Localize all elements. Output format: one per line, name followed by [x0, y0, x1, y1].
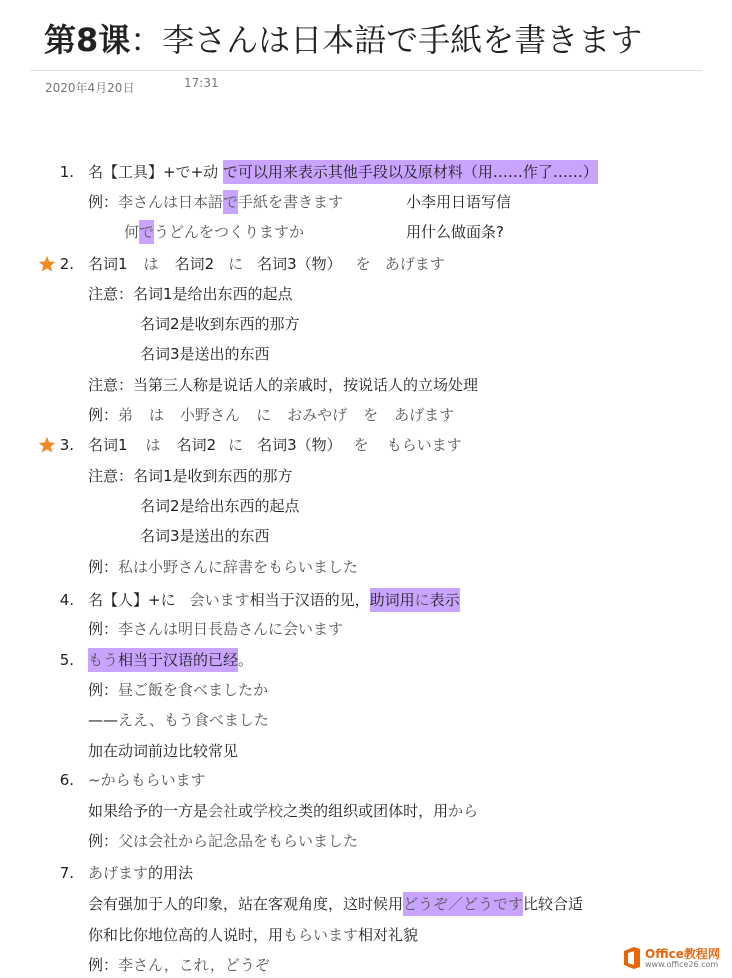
- title-lesson-number: 第8课: [44, 21, 131, 59]
- example-line: 例：昼ご飯を食べましたか: [88, 681, 269, 699]
- watermark-url: www.office26.com: [645, 960, 719, 969]
- note-line: 会有强加于人的印象，站在客观角度，这时候用どうぞ／どうです比较合适: [88, 891, 583, 917]
- example-line: 例：父は会社から記念品をもらいました: [88, 832, 359, 850]
- watermark-name: Office教程网: [645, 947, 720, 961]
- list-item-7: あげます的用法: [88, 864, 194, 882]
- highlight: で: [139, 220, 154, 244]
- note-line: 注意：名词1是收到东西的那方: [88, 467, 293, 485]
- note-line: 你和比你地位高的人说时，用もらいます相对礼貌: [88, 926, 419, 944]
- example-line: ——ええ、もう食べました: [88, 711, 269, 729]
- list-number-5: 5.: [59, 651, 74, 669]
- note-line: 如果给予的一方是会社或学校之类的组织或团体时，用から: [88, 802, 479, 820]
- translation: 小李用日语写信: [406, 193, 512, 211]
- translation: 用什么做面条?: [406, 223, 504, 241]
- list-number-4: 4.: [59, 591, 74, 609]
- list-item-3: 名词1 は 名词2 に 名词3（物） を もらいます: [88, 436, 462, 454]
- title-text: ：李さんは日本語で手紙を書きます: [130, 21, 643, 59]
- example-line: 例：弟 は 小野さん に おみやげ を あげます: [88, 406, 455, 424]
- example-line: 例：李さんは明日長島さんに会います: [88, 620, 344, 638]
- note-line: 名词3是送出的东西: [140, 527, 270, 545]
- watermark-logo: [619, 944, 727, 974]
- note-line: 名词3是送出的东西: [140, 345, 270, 363]
- title-divider: [30, 70, 702, 71]
- list-item-2: 名词1 は 名词2 に 名词3（物） を あげます: [88, 255, 445, 273]
- example-line: 例：李さんは日本語で手紙を書きます: [88, 189, 343, 215]
- example-line: 例：李さん，これ，どうぞ: [88, 956, 270, 974]
- list-number-2: 2.: [59, 255, 74, 273]
- list-number-1: 1.: [59, 163, 74, 181]
- list-item-5: もう相当于汉语的已经。: [88, 647, 253, 673]
- page-title: [44, 20, 642, 60]
- list-number-6: 6.: [59, 771, 74, 789]
- note-line: 加在动词前边比较常见: [88, 742, 239, 760]
- example-line: 例：私は小野さんに辞書をもらいました: [88, 558, 359, 576]
- list-item-1: 名【工具】+で+动 で可以用来表示其他手段以及原材料（用……作了……）: [88, 159, 598, 185]
- highlight: で可以用来表示其他手段以及原材料（用……作了……）: [223, 160, 598, 184]
- note-line: 名词2是给出东西的起点: [140, 497, 300, 515]
- list-item-6: ~からもらいます: [88, 771, 206, 789]
- list-number-3: 3.: [59, 436, 74, 454]
- note-line: 注意：名词1是给出东西的起点: [88, 285, 293, 303]
- note-line: 注意：当第三人称是说话人的亲戚时，按说话人的立场处理: [88, 376, 479, 394]
- highlight: もう相当于汉语的已经: [88, 648, 238, 672]
- note-date: 2020年4月20日: [45, 81, 135, 95]
- list-item-4: 名【人】+に 会います相当于汉语的见，助词用に表示: [88, 587, 460, 613]
- highlight: 助词用に表示: [370, 588, 460, 612]
- highlight: で: [223, 190, 238, 214]
- note-time: 17:31: [184, 76, 219, 90]
- example-line: 何でうどんをつくりますか: [124, 219, 304, 245]
- list-number-7: 7.: [59, 864, 74, 882]
- highlight: どうぞ／どうです: [403, 892, 523, 916]
- office-logo-icon: [621, 946, 643, 970]
- note-line: 名词2是收到东西的那方: [140, 315, 300, 333]
